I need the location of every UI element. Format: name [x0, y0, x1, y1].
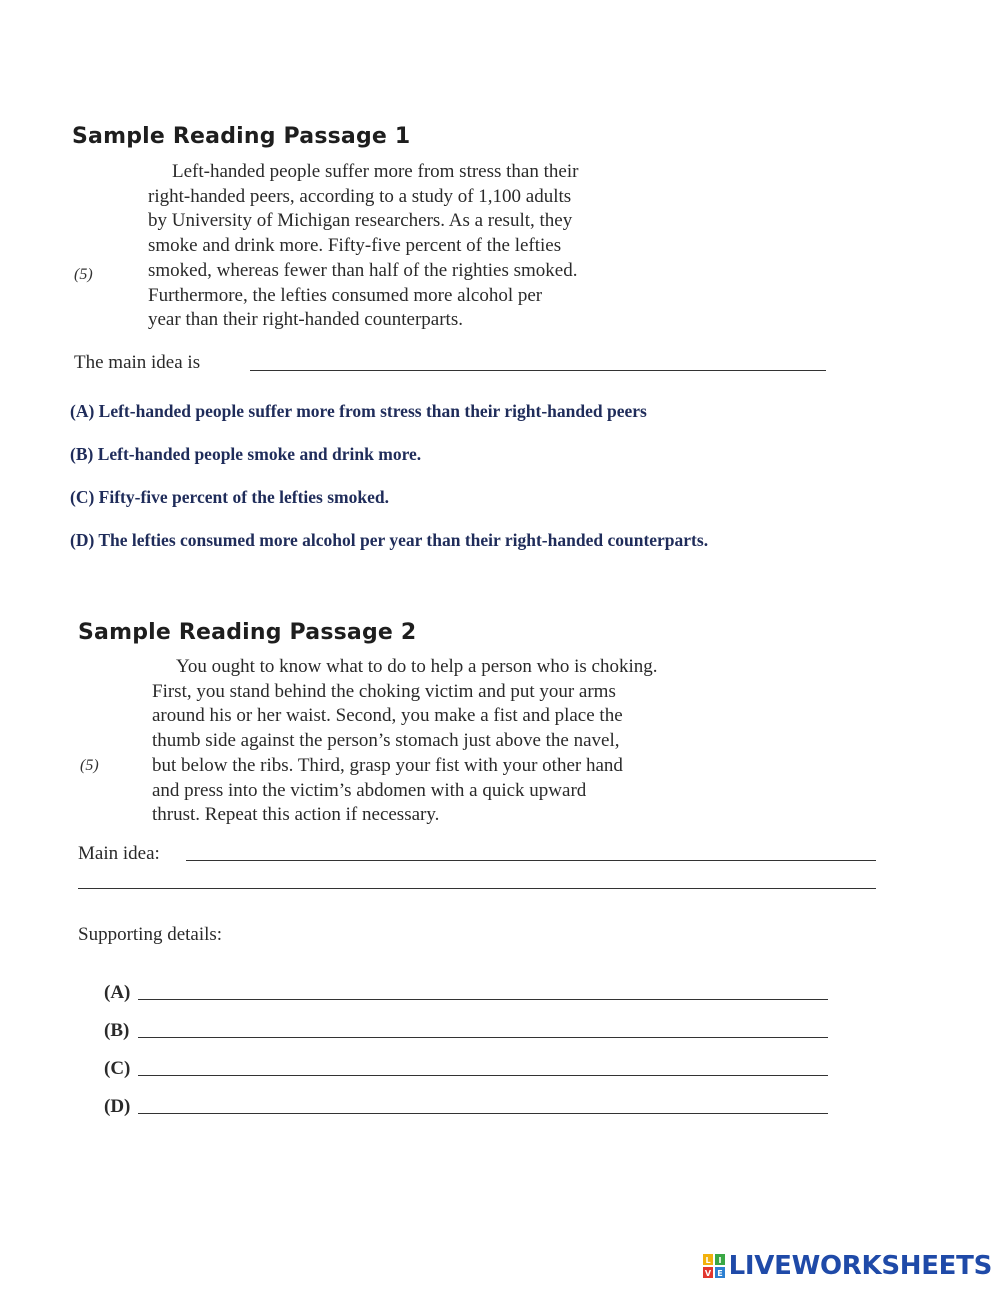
detail-label-a: (A) [104, 982, 131, 1003]
passage-line: You ought to know what to do to help a person who is choking. [176, 656, 658, 677]
passage-2-title: Sample Reading Passage 2 [78, 620, 417, 645]
passage-line: around his or her waist. Second, you make a fist and place the [152, 705, 623, 727]
svg-text:I: I [718, 1256, 722, 1265]
passage-line: Furthermore, the lefties consumed more alcohol per [148, 284, 543, 306]
main-idea-prompt: The main idea is [74, 352, 201, 373]
passage-line: Left-handed people suffer more from stress than their [172, 161, 579, 182]
passage-line: thrust. Repeat this action if necessary. [152, 804, 440, 826]
option-c[interactable]: (C) Fifty-five percent of the lefties smoked. [70, 487, 389, 507]
detail-label-b: (B) [104, 1020, 130, 1041]
detail-blank-a[interactable] [138, 999, 828, 1000]
line-number: (5) [74, 266, 93, 283]
option-d[interactable]: (D) The lefties consumed more alcohol per year than their right-handed counterparts. [70, 530, 709, 550]
passage-line: year than their right-handed counterparts. [148, 309, 463, 331]
main-idea-label: Main idea: [78, 843, 160, 864]
passage-line: but below the ribs. Third, grasp your fist with your other hand [152, 754, 623, 776]
logo-text: LIVEWORKSHEETS [728, 1251, 992, 1281]
main-idea-blank-1[interactable] [250, 370, 826, 371]
supporting-details-label: Supporting details: [78, 924, 223, 945]
main-idea-blank-3[interactable] [78, 888, 876, 889]
detail-blank-c[interactable] [138, 1075, 828, 1076]
option-a[interactable]: (A) Left-handed people suffer more from stress than their right-handed peers [70, 401, 647, 421]
liveworksheets-logo-icon [703, 1254, 725, 1278]
svg-text:V: V [704, 1269, 711, 1278]
main-idea-blank-2[interactable] [186, 860, 876, 861]
svg-text:E: E [716, 1269, 723, 1278]
passage-2-body [152, 655, 730, 828]
passage-1-body [148, 160, 676, 333]
passage-line: by University of Michigan researchers. As a result, they [148, 210, 573, 232]
passage-line: smoked, whereas fewer than half of the righties smoked. [148, 259, 578, 281]
passage-1-title: Sample Reading Passage 1 [72, 124, 411, 149]
detail-label-c: (C) [104, 1058, 131, 1079]
option-b[interactable]: (B) Left-handed people smoke and drink more. [70, 444, 422, 464]
line-number: (5) [80, 757, 99, 774]
detail-blank-d[interactable] [138, 1113, 828, 1114]
passage-line: and press into the victim’s abdomen with a quick upward [152, 779, 587, 801]
liveworksheets-logo [703, 1251, 992, 1281]
detail-label-d: (D) [104, 1096, 131, 1117]
passage-line: thumb side against the person’s stomach just above the navel, [152, 730, 620, 752]
passage-line: First, you stand behind the choking victim and put your arms [152, 680, 616, 702]
passage-line: smoke and drink more. Fifty-five percent of the lefties [148, 235, 562, 257]
passage-line: right-handed peers, according to a study of 1,100 adults [148, 185, 572, 207]
svg-text:L: L [705, 1256, 711, 1265]
detail-blank-b[interactable] [138, 1037, 828, 1038]
